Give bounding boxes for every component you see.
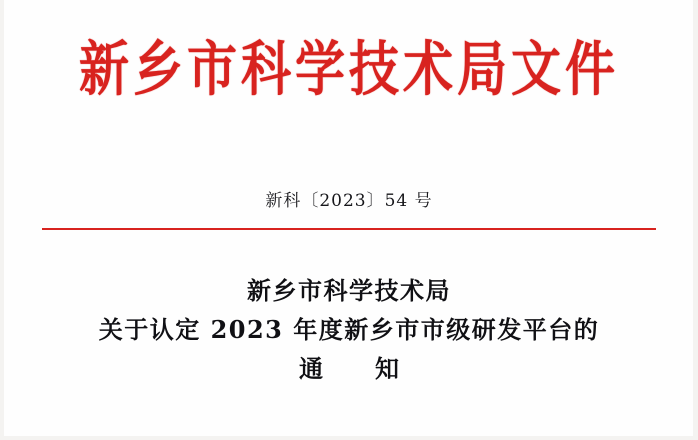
document-title-line-2: 关于认定 2023 年度新乡市市级研发平台的 [98,314,600,344]
document-title-line-1: 新乡市科学技术局 [247,276,451,305]
page-edge-bottom [0,436,698,440]
document-title-block [0,272,698,389]
issuing-authority-title: 新乡市科学技术局文件 [79,34,619,104]
red-separator-rule [42,228,656,230]
document-number: 新科〔2023〕54 号 [265,191,433,211]
document-title-line-3: 通 知 [299,353,413,383]
document-header [0,34,698,104]
